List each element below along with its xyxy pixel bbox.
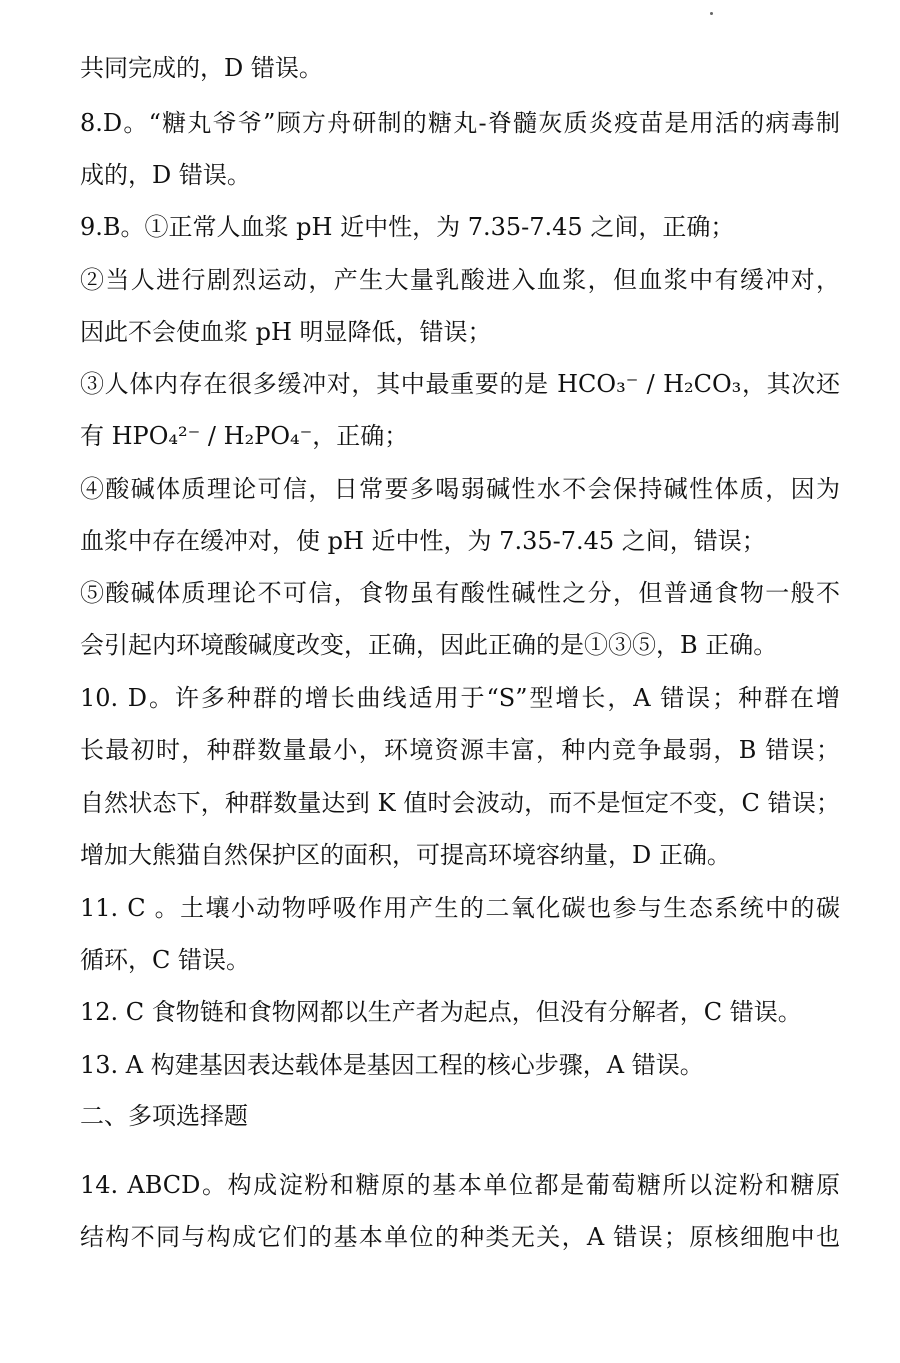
text-line: 有 HPO₄²⁻ / H₂PO₄⁻，正确； xyxy=(80,422,409,450)
text-line: 因此不会使血浆 pH 明显降低，错误； xyxy=(80,318,492,346)
text-line: 共同完成的，D 错误。 xyxy=(80,54,323,82)
text-line: 成的，D 错误。 xyxy=(80,161,251,189)
text-line: 13. A 构建基因表达载体是基因工程的核心步骤，A 错误。 xyxy=(80,1051,704,1079)
scan-dot xyxy=(710,12,713,15)
text-line: 结构不同与构成它们的基本单位的种类无关，A 错误；原核细胞中也 xyxy=(80,1223,840,1251)
text-line: 会引起内环境酸碱度改变，正确，因此正确的是①③⑤，B 正确。 xyxy=(80,631,778,659)
text-line: 循环，C 错误。 xyxy=(80,946,250,974)
text-line: ⑤酸碱体质理论不可信，食物虽有酸性碱性之分，但普通食物一般不 xyxy=(80,579,840,607)
text-line: ④酸碱体质理论可信，日常要多喝弱碱性水不会保持碱性体质，因为 xyxy=(80,475,840,503)
text-line: 10. D。许多种群的增长曲线适用于“S”型增长，A 错误；种群在增 xyxy=(80,684,840,712)
text-line: 自然状态下，种群数量达到 K 值时会波动，而不是恒定不变，C 错误； xyxy=(80,789,840,817)
text-line: 增加大熊猫自然保护区的面积，可提高环境容纳量，D 正确。 xyxy=(80,841,731,869)
text-line: 9.B。①正常人血浆 pH 近中性，为 7.35-7.45 之间，正确； xyxy=(80,213,735,241)
text-line: ③人体内存在很多缓冲对，其中最重要的是 HCO₃⁻ / H₂CO₃，其次还 xyxy=(80,370,840,398)
text-line: ②当人进行剧烈运动，产生大量乳酸进入血浆，但血浆中有缓冲对， xyxy=(80,266,840,294)
text-line: 12. C 食物链和食物网都以生产者为起点，但没有分解者，C 错误。 xyxy=(80,998,802,1026)
section-heading: 二、多项选择题 xyxy=(80,1102,248,1130)
text-line: 长最初时，种群数量最小，环境资源丰富，种内竞争最弱，B 错误； xyxy=(80,736,840,764)
text-line: 血浆中存在缓冲对，使 pH 近中性，为 7.35-7.45 之间，错误； xyxy=(80,527,766,555)
text-line: 14. ABCD。构成淀粉和糖原的基本单位都是葡萄糖所以淀粉和糖原 xyxy=(80,1171,840,1199)
text-line: 11. C 。土壤小动物呼吸作用产生的二氧化碳也参与生态系统中的碳 xyxy=(80,894,840,922)
text-line: 8.D。“糖丸爷爷”顾方舟研制的糖丸-脊髓灰质炎疫苗是用活的病毒制 xyxy=(80,109,840,137)
